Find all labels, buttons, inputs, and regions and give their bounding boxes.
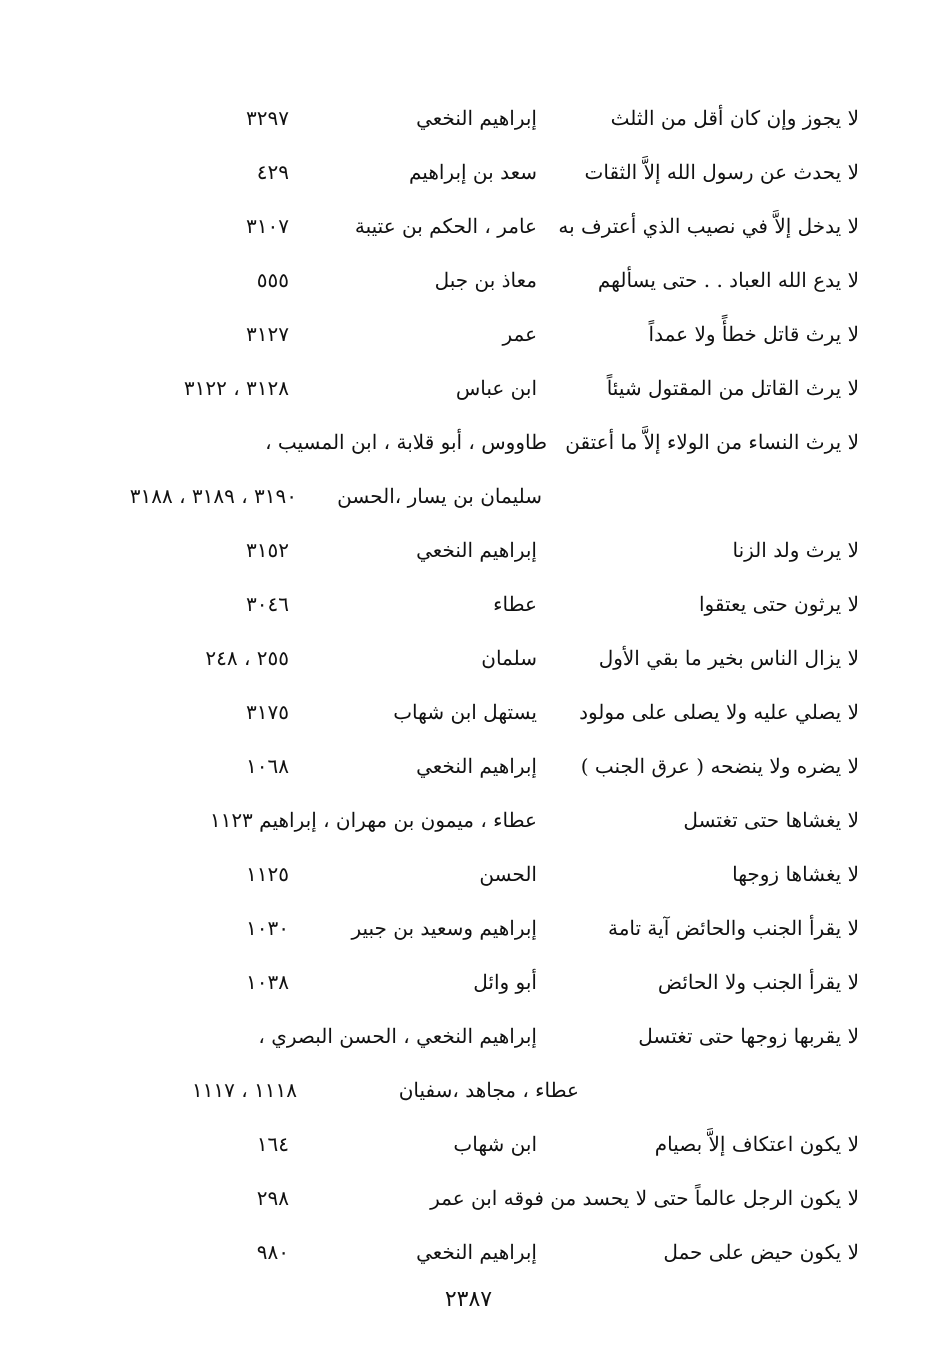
index-entry-long xyxy=(0,1180,937,1216)
entry-narrator: إبراهيم النخعي xyxy=(416,1240,537,1264)
entry-narrator: معاذ بن جبل xyxy=(434,268,537,292)
entry-refs: ١٠٣٨ xyxy=(246,970,289,994)
entry-phrase: لا يرث النساء من الولاء إلاَّ ما أعتقن xyxy=(565,430,859,454)
entry-phrase: لا يجوز وإن كان أقل من الثلث xyxy=(610,106,859,130)
entry-phrase: لا يقرأ الجنب والحائض آية تامة xyxy=(607,916,859,940)
entry-narrator: ابن شهاب xyxy=(453,1132,537,1156)
entry-narrator: أبو وائل xyxy=(473,970,537,994)
index-entry xyxy=(0,694,937,730)
index-entry xyxy=(0,208,937,244)
entry-narrator: الحسن xyxy=(479,862,537,886)
index-entry xyxy=(0,424,937,460)
entry-narrator: إبراهيم النخعي xyxy=(416,538,537,562)
entry-phrase: لا يرثون حتى يعتقوا xyxy=(699,592,859,616)
entry-refs: ٩٨٠ xyxy=(256,1240,289,1264)
entry-refs: ٥٥٥ xyxy=(256,268,289,292)
index-entry xyxy=(0,370,937,406)
continuation-narrator: عطاء ، مجاهد ،سفيان xyxy=(398,1078,579,1102)
entry-phrase: لا يغشاها زوجها xyxy=(732,862,859,886)
index-entry xyxy=(0,316,937,352)
entry-phrase: لا يرث القاتل من المقتول شيئاً xyxy=(606,376,859,400)
index-entry xyxy=(0,262,937,298)
entry-narrator: عمر xyxy=(502,322,537,346)
entry-phrase: لا يرث ولد الزنا xyxy=(732,538,859,562)
entry-refs: ٢٥٥ ، ٢٤٨ xyxy=(205,646,289,670)
entry-narrator: عطاء xyxy=(493,592,537,616)
entry-phrase: لا يكون حيض على حمل xyxy=(663,1240,859,1264)
entry-refs: ٣١٠٧ xyxy=(246,214,289,238)
continuation-line xyxy=(0,1072,937,1108)
entry-phrase: لا يدع الله العباد . . حتى يسألهم xyxy=(597,268,859,292)
entry-refs: ٣١٢٨ ، ٣١٢٢ xyxy=(183,376,289,400)
entry-refs: ٢٩٨ xyxy=(256,1186,289,1210)
entry-narrator: إبراهيم النخعي xyxy=(416,754,537,778)
index-entry xyxy=(0,964,937,1000)
entry-phrase: لا يكون اعتكاف إلاَّ بصيام xyxy=(654,1132,859,1156)
entry-narrator: سلمان xyxy=(481,646,537,670)
index-entry xyxy=(0,100,937,136)
continuation-refs: ٣١٩٠ ، ٣١٨٩ ، ٣١٨٨ xyxy=(129,484,297,508)
index-entry xyxy=(0,1018,937,1054)
index-entry xyxy=(0,802,937,838)
continuation-line xyxy=(0,478,937,514)
entry-refs: ١٠٣٠ xyxy=(246,916,289,940)
index-entry xyxy=(0,640,937,676)
index-entry xyxy=(0,748,937,784)
entry-phrase: لا يدخل إلاَّ في نصيب الذي أعترف به xyxy=(558,214,859,238)
entry-narrator: عامر ، الحكم بن عتيبة xyxy=(354,214,537,238)
entry-refs: ١١٢٥ xyxy=(246,862,289,886)
entry-phrase: لا يغشاها حتى تغتسل xyxy=(683,808,859,832)
entry-narrator: إبراهيم وسعيد بن جبير xyxy=(351,916,537,940)
entry-phrase: لا يحدث عن رسول الله إلاَّ الثقات xyxy=(584,160,859,184)
entry-refs: ٣١٢٧ xyxy=(246,322,289,346)
entry-refs: ٤٢٩ xyxy=(256,160,289,184)
entry-phrase: لا يرث قاتل خطأً ولا عمداً xyxy=(648,322,859,346)
index-entry xyxy=(0,910,937,946)
index-entry xyxy=(0,154,937,190)
entry-narrator: عطاء ، ميمون بن مهران ، إبراهيم ١١٢٣ xyxy=(209,808,537,832)
entry-refs: ٣١٥٢ xyxy=(246,538,289,562)
entry-phrase: لا يقرأ الجنب ولا الحائض xyxy=(657,970,859,994)
entry-narrator: طاووس ، أبو قلابة ، ابن المسيب ، xyxy=(265,430,547,454)
entry-narrator: سعد بن إبراهيم xyxy=(408,160,537,184)
entry-phrase: لا يقربها زوجها حتى تغتسل xyxy=(638,1024,859,1048)
entry-refs: ١٠٦٨ xyxy=(246,754,289,778)
index-entry xyxy=(0,532,937,568)
page-number: ٢٣٨٧ xyxy=(444,1287,493,1312)
entry-refs: ٣٢٩٧ xyxy=(246,106,289,130)
entry-phrase: لا يزال الناس بخير ما بقي الأول xyxy=(598,646,859,670)
index-entry xyxy=(0,1234,937,1270)
index-entry xyxy=(0,856,937,892)
entry-refs: ١٦٤ xyxy=(256,1132,289,1156)
continuation-narrator: سليمان بن يسار ،الحسن xyxy=(337,484,542,508)
index-entry xyxy=(0,1126,937,1162)
continuation-refs: ١١١٨ ، ١١١٧ xyxy=(191,1078,297,1102)
entry-narrator: ابن عباس xyxy=(455,376,537,400)
entry-narrator: يستهل ابن شهاب xyxy=(393,700,537,724)
entry-refs: ٣١٧٥ xyxy=(246,700,289,724)
entry-refs: ٣٠٤٦ xyxy=(246,592,289,616)
long-entry-text: لا يكون الرجل عالماً حتى لا يحسد من فوقه ابن عمر xyxy=(430,1186,859,1210)
entry-narrator: إبراهيم النخعي ، الحسن البصري ، xyxy=(258,1024,537,1048)
entry-phrase: لا يضره ولا ينضحه ( عرق الجنب ) xyxy=(580,754,859,778)
entry-narrator: إبراهيم النخعي xyxy=(416,106,537,130)
index-entry xyxy=(0,586,937,622)
entry-phrase: لا يصلي عليه ولا يصلى على مولود xyxy=(579,700,859,724)
